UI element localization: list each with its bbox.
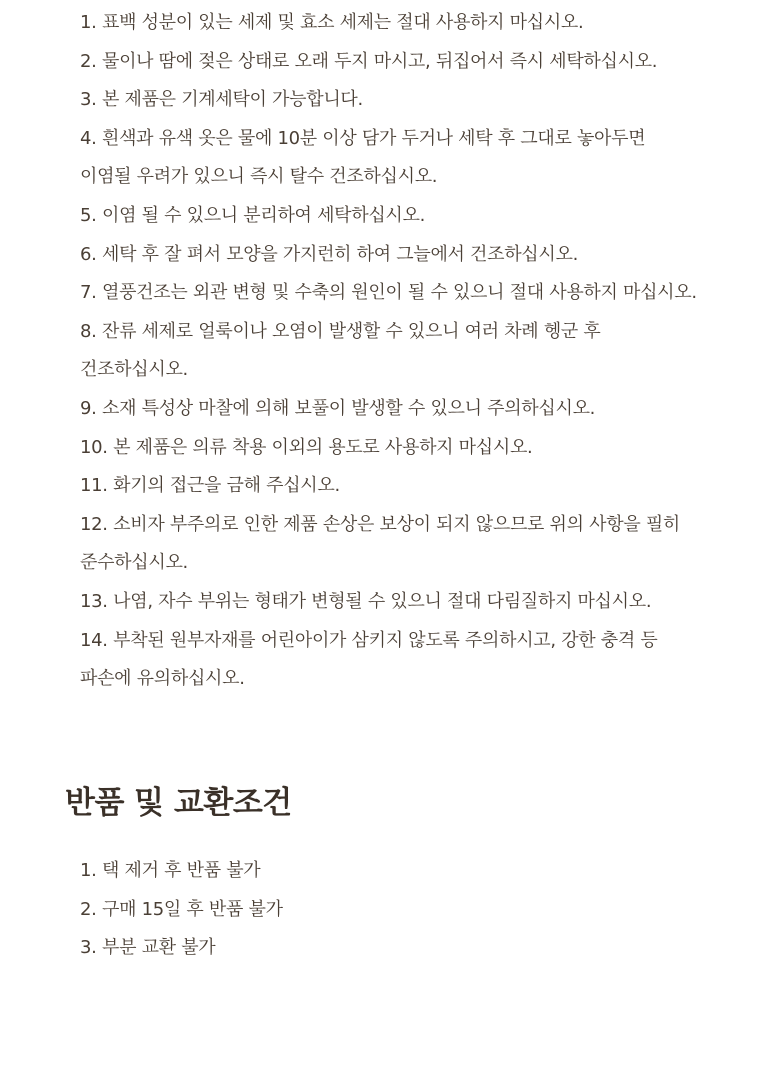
care-line: 10. 본 제품은 의류 착용 이외의 용도로 사용하지 마십시오. bbox=[80, 436, 533, 458]
returns-conditions-list bbox=[80, 852, 283, 968]
return-condition-item: 2. 구매 15일 후 반품 불가 bbox=[80, 898, 283, 920]
care-line: 9. 소재 특성상 마찰에 의해 보풀이 발생할 수 있으니 주의하십시오. bbox=[80, 397, 596, 419]
care-line: 11. 화기의 접근을 금해 주십시오. bbox=[80, 475, 340, 497]
care-line: 건조하십시오. bbox=[80, 359, 188, 381]
care-line: 이염될 우려가 있으니 즉시 탈수 건조하십시오. bbox=[80, 166, 438, 188]
care-line: 14. 부착된 원부자재를 어린아이가 삼키지 않도록 주의하시고, 강한 충격 등 bbox=[80, 629, 658, 651]
care-line: 준수하십시오. bbox=[80, 552, 188, 574]
care-line: 6. 세탁 후 잘 펴서 모양을 가지런히 하여 그늘에서 건조하십시오. bbox=[80, 243, 578, 265]
care-line: 12. 소비자 부주의로 인한 제품 손상은 보상이 되지 않으므로 위의 사항을 필히 bbox=[80, 513, 681, 535]
care-line: 4. 흰색과 유색 옷은 물에 10분 이상 담가 두거나 세탁 후 그대로 놓아두면 bbox=[80, 127, 646, 149]
care-line: 7. 열풍건조는 외관 변형 및 수축의 원인이 될 수 있으니 절대 사용하지 마십시오. bbox=[80, 282, 697, 304]
care-line: 파손에 유의하십시오. bbox=[80, 668, 245, 690]
care-instructions-list bbox=[80, 4, 760, 699]
care-line: 13. 나염, 자수 부위는 형태가 변형될 수 있으니 절대 다림질하지 마십시오. bbox=[80, 590, 652, 612]
returns-section-title: 반품 및 교환조건 bbox=[65, 785, 292, 821]
care-line: 5. 이염 될 수 있으니 분리하여 세탁하십시오. bbox=[80, 204, 426, 226]
care-line: 8. 잔류 세제로 얼룩이나 오염이 발생할 수 있으니 여러 차례 헹군 후 bbox=[80, 320, 601, 342]
care-line: 2. 물이나 땀에 젖은 상태로 오래 두지 마시고, 뒤집어서 즉시 세탁하십시오. bbox=[80, 50, 658, 72]
care-line: 1. 표백 성분이 있는 세제 및 효소 세제는 절대 사용하지 마십시오. bbox=[80, 12, 584, 33]
return-condition-item: 1. 택 제거 후 반품 불가 bbox=[80, 860, 261, 881]
care-line: 3. 본 제품은 기계세탁이 가능합니다. bbox=[80, 89, 363, 111]
return-condition-item: 3. 부분 교환 불가 bbox=[80, 937, 216, 959]
